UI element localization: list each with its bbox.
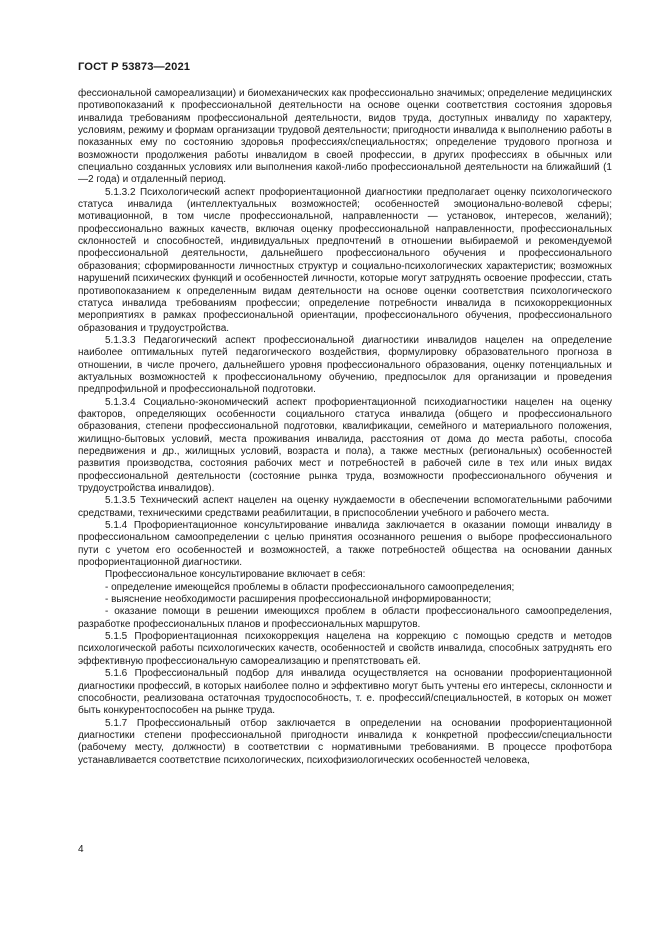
paragraph-5-1-6: 5.1.6 Профессиональный подбор для инвалида осуществляется на основании профориентационной диагностики профессий, в которых наиболее полно и эффективно могут быть учтены его интересы, склонности и способности, реализована остаточная трудоспособность, т. е. профессий/специальностей, в которых он может быть конкурентоспособен на рынке труда. <box>78 668 612 717</box>
paragraph-5-1-3-3: 5.1.3.3 Педагогический аспект профессиональной диагностики инвалидов нацелен на определение наиболее оптимальных путей педагогического воздействия, формулировку образовательного прогноза в отношении, в числе прочего, дальнейшего уровня профессионального образования, оценку потенциальных и актуальных возможностей к профессиональному обучению, предпосылок для организации и проведения предпрофильной и профессиональной подготовки. <box>78 334 612 396</box>
document-body <box>78 88 612 767</box>
paragraph-5-1-4: 5.1.4 Профориентационное консультирование инвалида заключается в оказании помощи инвалиду в профессиональном самоопределении с целью принятия осознанного решения о выборе профессионального пути с учетом его особенностей и возможностей, а также потребностей общества на основании данных профориентационной диагностики. <box>78 520 612 569</box>
paragraph-continuation: фессиональной самореализации) и биомеханических как профессионально значимых; определение медицинских противопоказаний к профессиональной деятельности на основе оценки соответствия состояния здоровья инвалида требованиям профессиональной деятельности, видов труда, доступных инвалиду по характеру, условиям, режиму и формам организации трудовой деятельности; пригодности инвалида к выполнению работы в показанных ему по состоянию здоровья профессиях/специальностях; определение трудового прогноза и возможности продолжения работы инвалидом в своей профессии, в других профессиях в обычных или специально созданных условиях или выполнения какой-либо профессиональной деятельности на ближайший (1—2 года) и отдаленный период. <box>78 88 612 186</box>
list-item: - определение имеющейся проблемы в области профессионального самоопределения; <box>105 581 515 593</box>
paragraph-consulting-intro: Профессиональное консультирование включает в себя: <box>105 569 366 581</box>
paragraph-5-1-3-5: 5.1.3.5 Технический аспект нацелен на оценку нуждаемости в обеспечении вспомогательными рабочими средствами, техническими средствами реабилитации, в приспособлении учебного и рабочего места. <box>78 495 612 519</box>
list-item: - оказание помощи в решении имеющихся проблем в области профессионального самоопределения, разработке профессиональных планов и профессиональных маршрутов. <box>78 606 612 630</box>
paragraph-5-1-7: 5.1.7 Профессиональный отбор заключается в определении на основании профориентационной диагностики степени профессиональной пригодности инвалида к конкретной профессии/специальности (рабочему месту, должности) в соответствии с нормативными требованиями. В процессе профотбора устанавливается соответствие психологических, психофизиологических особенностей человека, <box>78 717 612 766</box>
paragraph-5-1-3-4: 5.1.3.4 Социально-экономический аспект профориентационной психодиагностики нацелен на оценку факторов, определяющих особенности социального статуса инвалида (общего и профессионального образования, степени профессиональной подготовки, квалификации, семейного и материального положения, жилищно-бытовых условий, места проживания инвалида, расстояния от дома до места работы, способа передвижения и др., жилищных условий, возраста и пола), а также местных (региональных) особенностей развития производства, состояния рабочих мест и потребностей в рабочей силе в тех или иных видах профессиональной деятельности (состояние рынка труда, возможности профессионального обучения и трудоустройства инвалидов). <box>78 396 612 494</box>
paragraph-5-1-3-2: 5.1.3.2 Психологический аспект профориентационной диагностики предполагает оценку психологического статуса инвалида (интеллектуальных возможностей; особенностей эмоционально-волевой сферы; мотивационной, в том числе профессиональной, направленности — установок, интересов, желаний); профессионально важных качеств, включая оценку профессиональной направленности, профессиональных склонностей и способностей, индивидуальных предпочтений в отношении выбираемой и рекомендуемой профессиональной деятельности, дальнейшего профессионального обучения и профессионального образования; сформированности личностных структур и социально-психологических характеристик; возможных нарушений психических функций и особенностей личности, которые могут затруднять освоение профессии, стать противопоказанием к определенным видам деятельности на основе оценки соответствия психологического статуса инвалида требованиям профессии; определение потребности инвалида в психокоррекционных мероприятиях в рамках профессиональной ориентации, профессионального обучения, профессионального образования и трудоустройства. <box>78 186 612 334</box>
document-header: ГОСТ Р 53873—2021 <box>78 61 191 73</box>
list-item: - выяснение необходимости расширения профессиональной информированности; <box>105 594 492 606</box>
paragraph-5-1-5: 5.1.5 Профориентационная психокоррекция нацелена на коррекцию с помощью средств и методов психологической работы психологических качеств, особенностей и свойств инвалида, способных затруднять его эффективную профессиональную самореализацию и препятствовать ей. <box>78 631 612 667</box>
page-number: 4 <box>78 844 84 855</box>
